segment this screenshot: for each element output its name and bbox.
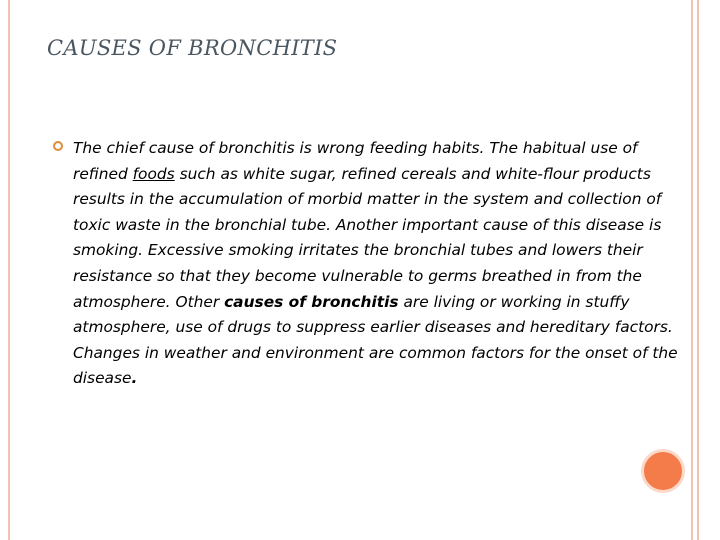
paragraph-text-part-3: are living or working in stuffy atmosphere, use of drugs to suppress earlier diseases and hereditary factors. Changes in weather and environment are common factors for the onset of the disease <box>73 292 678 388</box>
right-border-inner-line <box>691 0 693 540</box>
left-border-line <box>8 0 10 540</box>
emphasis-causes-of-bronchitis: causes of bronchitis <box>224 292 399 311</box>
body-paragraph <box>73 136 683 392</box>
decorative-circle-icon <box>641 449 685 493</box>
bullet-icon <box>53 141 63 151</box>
paragraph-end-period: . <box>131 369 138 388</box>
slide-title: CAUSES OF BRONCHITIS <box>47 36 338 60</box>
paragraph-text-part-2: such as white sugar, refined cereals and white-flour products results in the accumulation of morbid matter in the system and collection of toxic waste in the bronchial tube. Another important cause of this disease is smoking. Excessive smoking irritates the bronchial tubes and lowers their resistance so that they become vulnerable to germs breathed in from the atmosphere. Other <box>73 164 662 311</box>
paragraph-text-part-1: The chief cause of bronchitis is wrong feeding habits. The habitual use of refined <box>73 139 638 183</box>
slide-content <box>53 136 683 392</box>
foods-link[interactable]: foods <box>132 164 175 183</box>
right-border-outer-line <box>697 0 699 540</box>
